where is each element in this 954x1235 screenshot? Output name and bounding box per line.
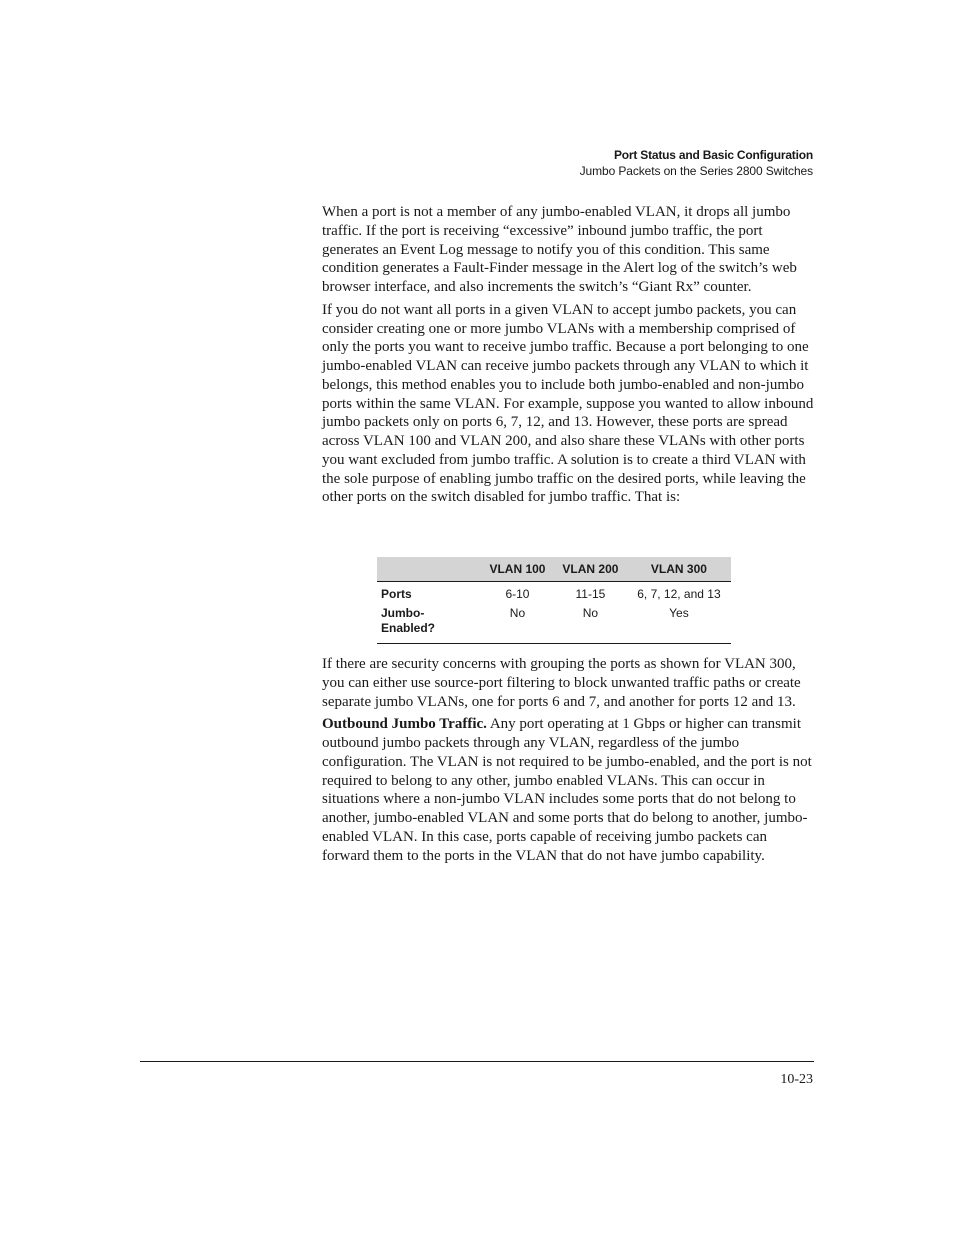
table-cell: 6-10 [505,587,530,601]
table-header-empty [377,557,481,582]
body-text [322,203,814,511]
table-cell: Yes [627,606,731,644]
footer-rule [140,1061,814,1062]
table-header-vlan-200: VLAN 200 [554,557,627,582]
run-in-heading: Outbound Jumbo Traffic. [322,716,487,733]
table-header-vlan-300: VLAN 300 [627,557,731,582]
running-head [580,147,813,179]
vlan-jumbo-table [377,557,731,644]
table-header-vlan-100: VLAN 100 [481,557,554,582]
table-row [377,582,731,607]
table-row-label-line: Enabled? [381,621,436,635]
table-row-label-jumbo-enabled [377,606,481,644]
paragraph-outbound-jumbo [322,715,814,865]
table-cell: No [481,606,554,644]
table-row-label-line: Jumbo- [381,606,425,620]
table-row-label-ports: Ports [381,587,412,601]
body-text-continued [322,655,814,869]
table-header-row [377,557,731,582]
page-number: 10-23 [780,1072,813,1087]
paragraph-security-concerns: If there are security concerns with grouping the ports as shown for VLAN 300, you can either use source-port filtering to block unwanted traffic paths or create separate jumbo VLANs, one for ports 6 and 7, and another for ports 12 and 13. [322,656,801,710]
paragraph-jumbo-vlans: If you do not want all ports in a given VLAN to accept jumbo packets, you can consider creating one or more jumbo VLANs with a membership comprised of only the ports you want to receive jumbo traffic. Because a port belonging to one jumbo-enabled VLAN can receive jumbo packets through any VLAN to which it belongs, this method enables you to include both jumbo-enabled and non-jumbo ports within the same VLAN. For example, suppose you wanted to allow inbound jumbo packets only on ports 6, 7, 12, and 13. However, these ports are spread across VLAN 100 and VLAN 200, and also share these VLANs with other ports you want excluded from jumbo traffic. A solution is to create a third VLAN with the sole purpose of enabling jumbo traffic on the desired ports, while leaving the other ports on the switch disabled for jumbo traffic. That is: [322,301,814,506]
paragraph-outbound-text: Any port operating at 1 Gbps or higher can transmit outbound jumbo packets through any VLAN, regardless of the jumbo configuration. The VLAN is not required to be jumbo-enabled, and the port is not required to belong to any other, jumbo enabled VLANs. This can occur in situations where a non-jumbo VLAN includes some ports that do not belong to another, jumbo-enabled VLAN and some ports that do belong to another, jumbo-enabled VLAN. In this case, ports capable of receiving jumbo packets can forward them to the ports in the VLAN that do not have jumbo capability. [322,716,812,864]
section-title: Jumbo Packets on the Series 2800 Switches [579,164,813,178]
table-row [377,606,731,644]
table-cell: 11-15 [575,587,606,601]
chapter-title: Port Status and Basic Configuration [613,148,813,162]
table-cell: 6, 7, 12, and 13 [637,587,721,601]
table-cell: No [554,606,627,644]
paragraph-not-member: When a port is not a member of any jumbo-enabled VLAN, it drops all jumbo traffic. If the port is receiving “excessive” inbound jumbo traffic, the port generates an Event Log message to notify you of this condition. This same condition generates a Fault-Finder message in the Alert log of the switch’s web browser interface, and also increments the switch’s “Giant Rx” counter. [322,204,797,295]
